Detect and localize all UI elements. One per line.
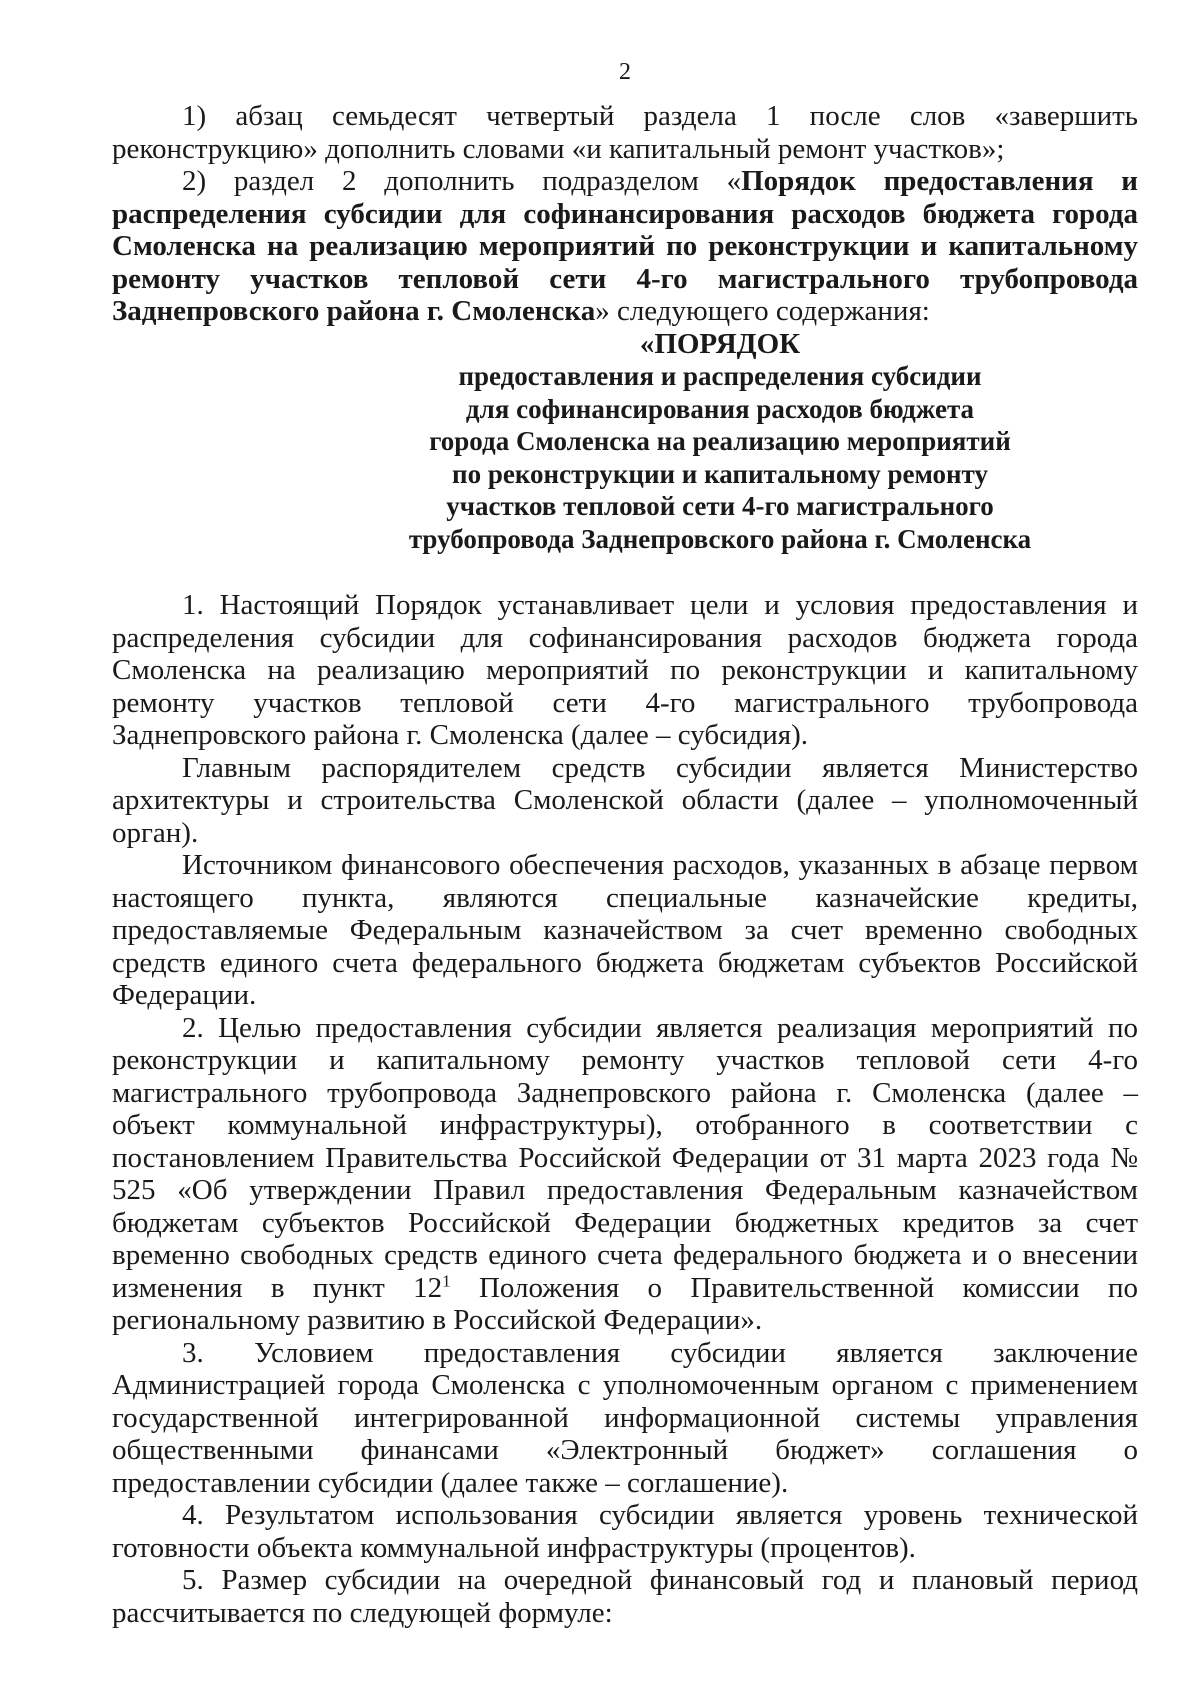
page-number: 2 (619, 59, 631, 85)
procedure-subtitle-line: предоставления и распределения субсидии (458, 361, 982, 391)
section-spacer (112, 555, 1138, 589)
clause-1-funding-source: Источником финансового обеспечения расходов, указанных в абзаце первом настоящего пункта, являются специальные казначейские кредиты, предоставляемые Федеральным казначейством за счет временно свободных средств единого счета федерального бюджета бюджетам субъектов Российской Федерации. (112, 849, 1138, 1011)
clause-1: 1. Настоящий Порядок устанавливает цели и условия предоставления и распределения субсидии для софинансирования расходов бюджета города Смоленска на реализацию мероприятий по реконструкции и капитальному ремонту участков тепловой сети 4-го магистрального трубопровода Заднепровского района г. Смоленска (далее – субсидия). (112, 589, 1138, 751)
amendment-item-2-prefix: 2) раздел 2 дополнить подразделом « (182, 165, 742, 197)
amendment-item-2-suffix: » следующего содержания: (595, 295, 930, 327)
procedure-title: «ПОРЯДОК (639, 327, 801, 360)
procedure-subtitle-line: трубопровода Заднепровского района г. Смоленска (408, 523, 1032, 554)
procedure-subtitle-line: участков тепловой сети 4-го магистрального (446, 491, 994, 521)
clause-4: 4. Результатом использования субсидии является уровень технической готовности объекта коммунальной инфраструктуры (процентов). (112, 1499, 1138, 1564)
clause-2 (112, 1012, 1138, 1337)
amendment-item-2-subsection-title: Порядок предоставления и распределения субсидии для софинансирования расходов бюджета города Смоленска на реализацию мероприятий по реконструкции и капитальному ремонту участков тепловой сети 4-го магистрального трубопровода Заднепровского района г. Смоленска (112, 165, 1138, 327)
clause-2-text: 2. Целью предоставления субсидии является реализация мероприятий по реконструкции и капитальному ремонту участков тепловой сети 4-го магистрального трубопровода Заднепровского района г. Смоленска (далее – объект коммунальной инфраструктуры), отобранного в соответствии с постановлением Правительства Российской Федерации от 31 марта 2023 года № 525 «Об утверждении Правил предоставления Федеральным казначейством бюджетам субъектов Российской Федерации бюджетных кредитов за счет временно свободных средств единого счета федерального бюджета и о внесении изменения в пункт 12 (112, 1011, 1138, 1304)
procedure-subtitle-line: города Смоленска на реализацию мероприятий (429, 426, 1011, 456)
procedure-title-block (112, 328, 1138, 556)
amendment-item-1: 1) абзац семьдесят четвертый раздела 1 после слов «завершить реконструкцию» дополнить словами «и капитальный ремонт участков»; (112, 100, 1138, 165)
procedure-subtitle-line: по реконструкции и капитальному ремонту (452, 458, 988, 489)
document-body (112, 100, 1138, 1629)
clause-1-main-administrator: Главным распорядителем средств субсидии является Министерство архитектуры и строительства Смоленской области (далее – уполномоченный орган). (112, 751, 1138, 849)
clause-2-superscript: 1 (442, 1270, 451, 1290)
amendment-item-2 (112, 165, 1138, 328)
clause-2-text-end: Положения о Правительственной комиссии по региональному развитию в Российской Федерации». (112, 1271, 1139, 1336)
clause-3: 3. Условием предоставления субсидии является заключение Администрацией города Смоленска с уполномоченным органом с применением государственной интегрированной информационной системы управления общественными финансами «Электронный бюджет» соглашения о предоставлении субсидии (далее также – соглашение). (112, 1336, 1138, 1499)
clause-5: 5. Размер субсидии на очередной финансовый год и плановый период рассчитывается по следующей формуле: (112, 1564, 1138, 1629)
procedure-subtitle-line: для софинансирования расходов бюджета (465, 393, 975, 424)
